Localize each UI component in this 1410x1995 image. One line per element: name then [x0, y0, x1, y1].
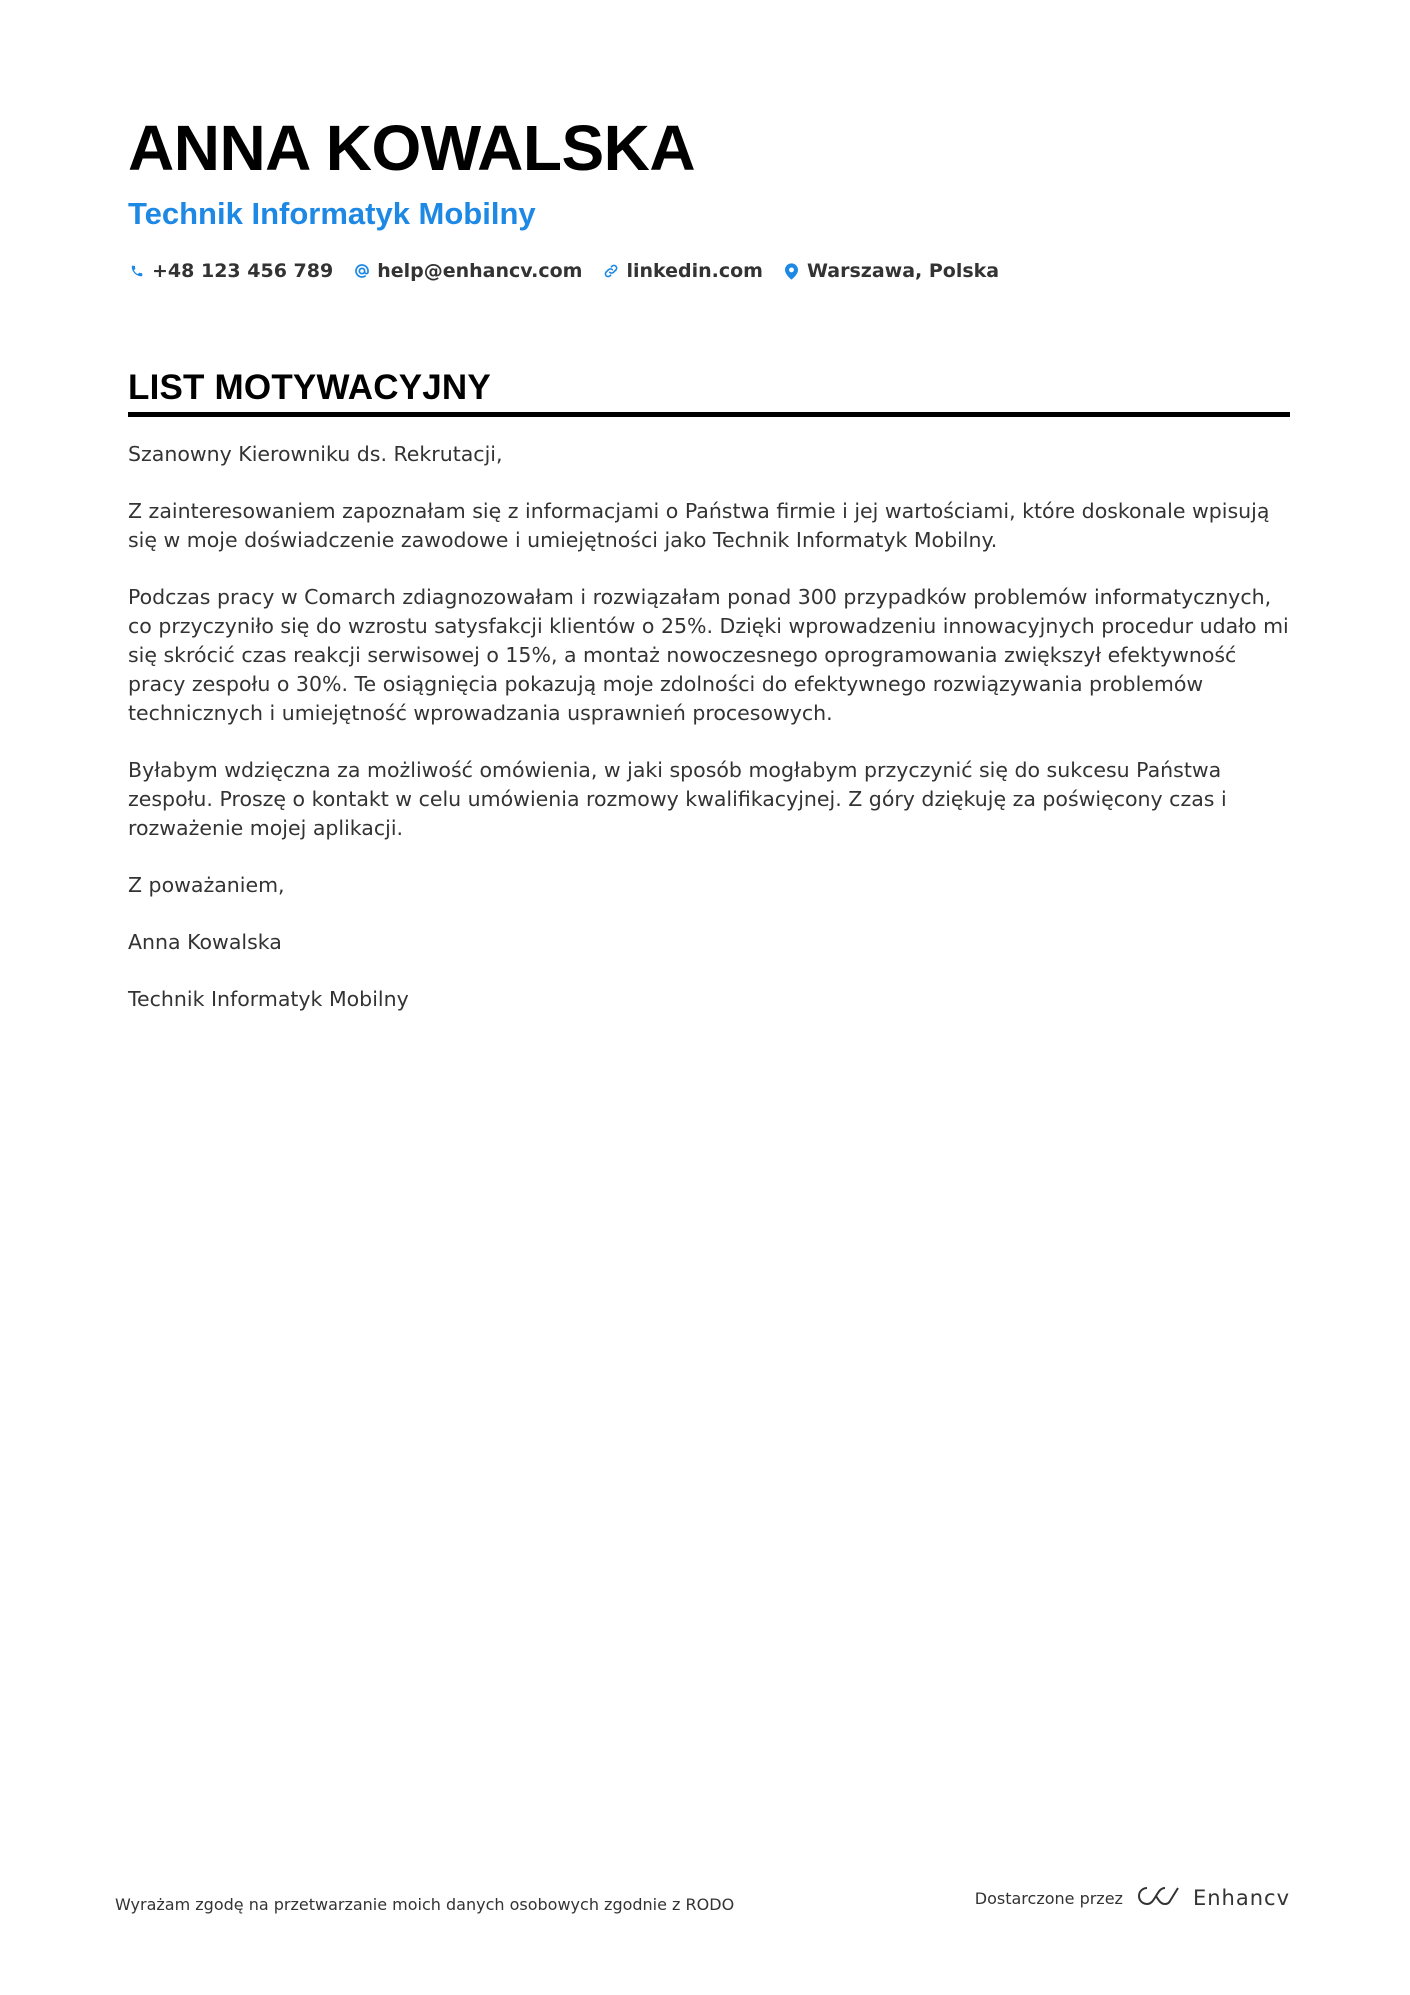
phone-text: +48 123 456 789	[152, 260, 334, 282]
letter-closing: Z poważaniem,	[128, 873, 285, 897]
signature-name: Anna Kowalska	[128, 930, 282, 954]
letter-paragraph-2: Podczas pracy w Comarch zdiagnozowałam i rozwiązałam ponad 300 przypadków problemów informatycznych, co przyczyniło się do wzrostu satysfakcji klientów o 25%. Dzięki wprowadzeniu innowacyjnych procedur udało mi się skrócić czas reakcji serwisowej o 15%, a montaż nowoczesnego oprogramowania zwiększył efektywność pracy zespołu o 30%. Te osiągnięcia pokazują moje zdolności do efektywnego rozwiązywania problemów technicznych i umiejętność wprowadzania usprawnień procesowych.	[128, 585, 1289, 725]
section-title: LIST MOTYWACYJNY	[128, 368, 491, 407]
contact-linkedin[interactable]	[602, 260, 763, 282]
gdpr-consent: Wyrażam zgodę na przetwarzanie moich danych osobowych zgodnie z RODO	[115, 1895, 735, 1914]
enhancv-brand-name: Enhancv	[1192, 1886, 1290, 1910]
letter-greeting: Szanowny Kierowniku ds. Rekrutacji,	[128, 442, 503, 466]
job-title: Technik Informatyk Mobilny	[128, 196, 536, 231]
phone-icon	[128, 262, 146, 280]
location-pin-icon	[783, 262, 801, 280]
contact-bar	[128, 256, 1288, 286]
at-icon	[353, 262, 371, 280]
email-text[interactable]: help@enhancv.com	[377, 260, 583, 282]
section-header	[128, 366, 1290, 417]
contact-phone	[128, 260, 333, 282]
provided-by	[975, 1884, 1290, 1912]
applicant-name: ANNA KOWALSKA	[128, 112, 696, 184]
signature-title: Technik Informatyk Mobilny	[128, 987, 409, 1011]
location-text: Warszawa, Polska	[806, 260, 1000, 282]
link-icon	[602, 262, 620, 280]
enhancv-logo[interactable]	[1135, 1884, 1290, 1912]
enhancv-logo-icon	[1135, 1884, 1181, 1912]
contact-email[interactable]	[353, 260, 582, 282]
letter-body	[128, 440, 1290, 1042]
contact-location	[783, 260, 999, 282]
linkedin-text[interactable]: linkedin.com	[626, 260, 763, 282]
letter-paragraph-3: Byłabym wdzięczna za możliwość omówienia, w jaki sposób mogłabym przyczynić się do sukcesu Państwa zespołu. Proszę o kontakt w celu umówienia rozmowy kwalifikacyjnej. Z góry dziękuję za poświęcony czas i rozważenie mojej aplikacji.	[128, 758, 1227, 840]
section-divider	[128, 412, 1290, 417]
header	[128, 108, 1288, 286]
provided-by-label: Dostarczone przez	[974, 1888, 1123, 1908]
letter-paragraph-1: Z zainteresowaniem zapoznałam się z informacjami o Państwa firmie i jej wartościami, które doskonale wpisują się w moje doświadczenie zawodowe i umiejętności jako Technik Informatyk Mobilny.	[128, 499, 1270, 552]
